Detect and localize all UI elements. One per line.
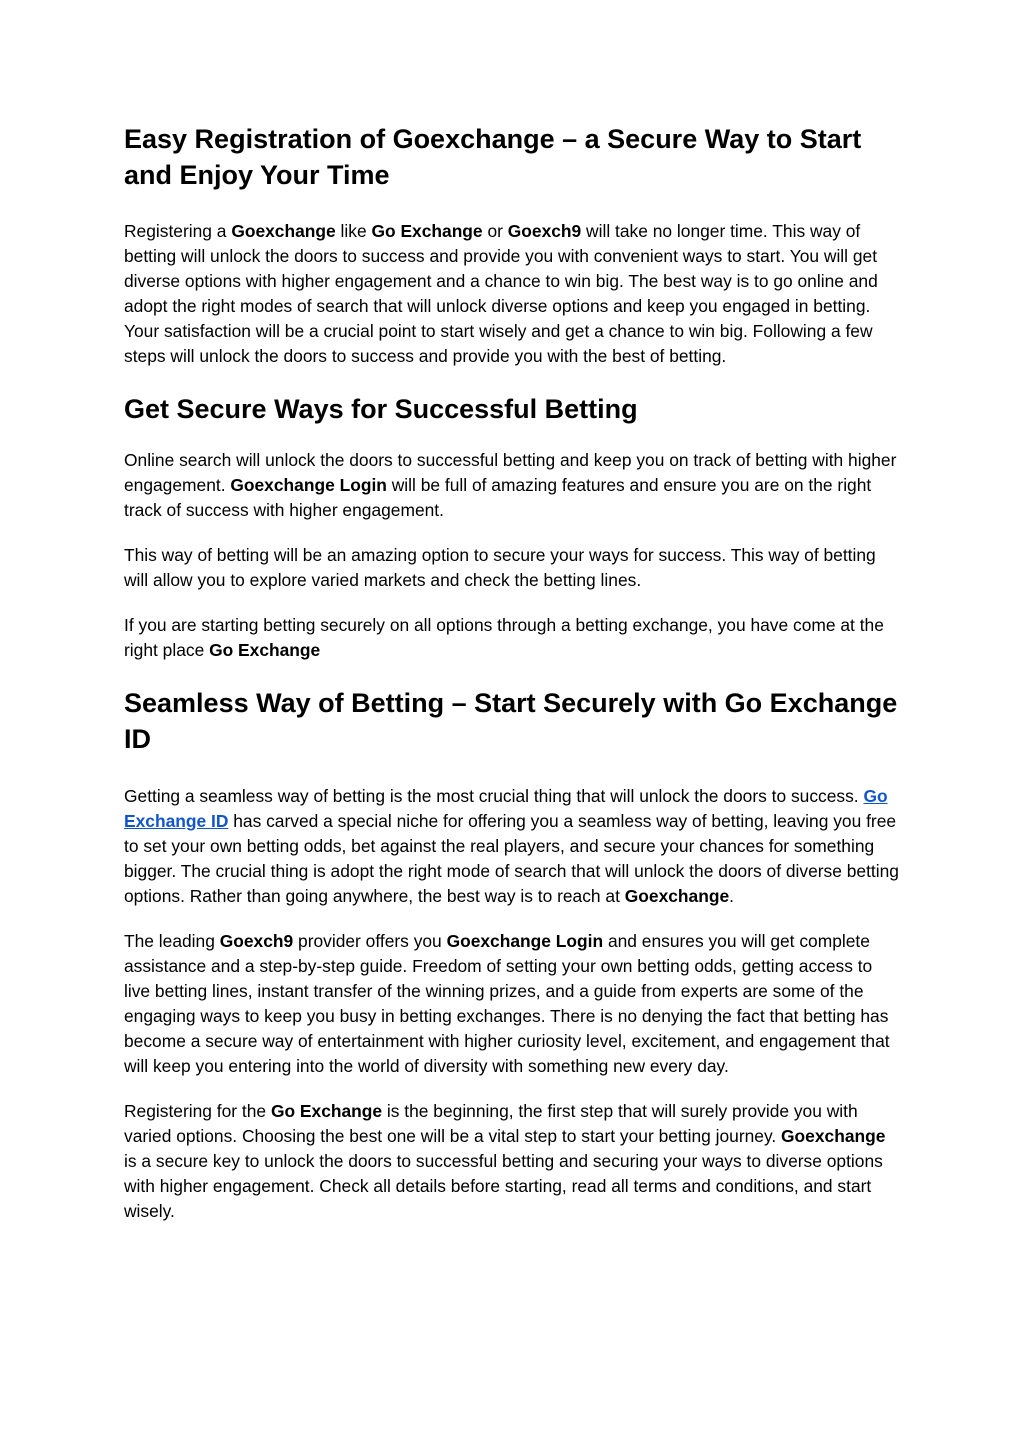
paragraph-registering xyxy=(124,219,899,369)
text-run: If you are starting betting securely on all options through a betting exchange, you have come at the right place xyxy=(124,615,884,660)
text-run: like xyxy=(335,221,372,241)
bold-keyword-go-exchange: Go Exchange xyxy=(209,640,321,660)
paragraph-registering-beginning xyxy=(124,1099,899,1224)
text-run: . xyxy=(729,886,734,906)
text-run: Registering for the xyxy=(124,1101,271,1121)
paragraph-online-search xyxy=(124,448,899,523)
text-run: Registering a xyxy=(124,221,232,241)
text-run: is a secure key to unlock the doors to successful betting and securing your ways to diverse options with higher engagement. Check all details before starting, read all terms and conditions, and start wisely. xyxy=(124,1151,883,1221)
paragraph-seamless-betting xyxy=(124,784,899,909)
text-run: is the beginning, the first step that will surely provide you with varied options. Choosing the best one will be a vital step to start your betting journey. xyxy=(124,1101,858,1146)
bold-keyword-goexchange: Goexchange xyxy=(231,221,336,241)
document-page xyxy=(124,121,899,1224)
paragraph-amazing-option: This way of betting will be an amazing option to secure your ways for success. This way of betting will allow you to explore varied markets and check the betting lines. xyxy=(124,545,876,590)
heading-seamless-way: Seamless Way of Betting – Start Securely with Go Exchange ID xyxy=(124,688,898,754)
text-run: The leading xyxy=(124,931,220,951)
paragraph-right-place xyxy=(124,613,899,663)
heading-easy-registration: Easy Registration of Goexchange – a Secure Way to Start and Enjoy Your Time xyxy=(124,124,862,190)
text-run: Online search will unlock the doors to successful betting and keep you on track of betting with higher engagement. xyxy=(124,450,897,495)
bold-keyword-goexchange: Goexchange xyxy=(781,1126,886,1146)
text-run: will be full of amazing features and ensure you are on the right track of success with higher engagement. xyxy=(124,475,872,520)
text-run: Getting a seamless way of betting is the most crucial thing that will unlock the doors to success. xyxy=(124,786,864,806)
bold-keyword-goexchange-login: Goexchange Login xyxy=(230,475,387,495)
paragraph-leading-provider xyxy=(124,929,899,1079)
text-run: or xyxy=(482,221,508,241)
text-run: has carved a special niche for offering you a seamless way of betting, leaving you free to set your own betting odds, bet against the real players, and secure your chances for something bigger. The crucial thing is adopt the right mode of search that will unlock the doors of diverse betting options. Rather than going anywhere, the best way is to reach at xyxy=(124,811,899,906)
text-run: and ensures you will get complete assistance and a step-by-step guide. Freedom of setting your own betting odds, getting access to live betting lines, instant transfer of the winning prizes, and a guide from experts are some of the engaging ways to keep you busy in betting exchanges. There is no denying the fact that betting has become a secure way of entertainment with higher curiosity level, excitement, and engagement that will keep you entering into the world of diversity with something new every day. xyxy=(124,931,890,1076)
text-run: provider offers you xyxy=(293,931,447,951)
bold-keyword-goexchange-login: Goexchange Login xyxy=(446,931,604,951)
bold-keyword-go-exchange: Go Exchange xyxy=(371,221,483,241)
heading-secure-ways: Get Secure Ways for Successful Betting xyxy=(124,394,638,424)
bold-keyword-goexch9: Goexch9 xyxy=(219,931,294,951)
go-exchange-id-link[interactable]: Go Exchange ID xyxy=(124,786,888,831)
bold-keyword-goexchange: Goexchange xyxy=(624,886,730,906)
bold-keyword-go-exchange: Go Exchange xyxy=(270,1101,383,1121)
text-run: will take no longer time. This way of betting will unlock the doors to success and provide you with convenient ways to start. You will get diverse options with higher engagement and a chance to win big. The best way is to go online and adopt the right modes of search that will unlock diverse options and keep you engaged in betting. Your satisfaction will be a crucial point to start wisely and get a chance to win big. Following a few steps will unlock the doors to success and provide you with the best of betting. xyxy=(124,221,878,366)
bold-keyword-goexch9: Goexch9 xyxy=(507,221,582,241)
